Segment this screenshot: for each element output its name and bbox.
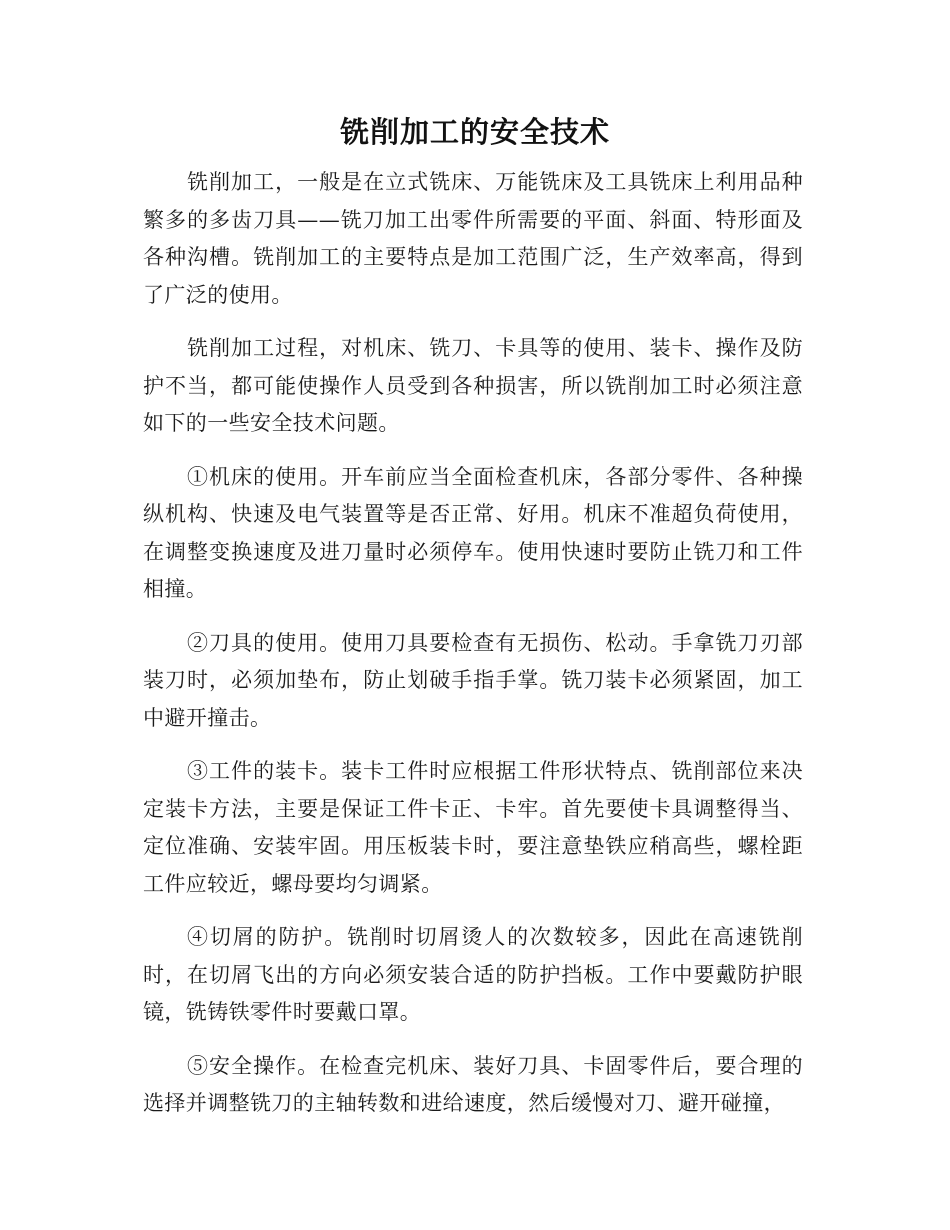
paragraph-overview: 铣削加工过程，对机床、铣刀、卡具等的使用、装卡、操作及防护不当，都可能使操作人员受到各种损害，所以铣削加工时必须注意如下的一些安全技术问题。 — [143, 336, 803, 435]
paragraph-tool-use: ②刀具的使用。使用刀具要检查有无损伤、松动。手拿铣刀刃部装刀时，必须加垫布，防止划破手指手掌。铣刀装卡必须紧固，加工中避开撞击。 — [143, 630, 803, 730]
paragraph-workpiece-clamping: ③工件的装卡。装卡工件时应根据工件形状特点、铣削部位来决定装卡方法，主要是保证工件卡正、卡牢。首先要使卡具调整得当、定位准确、安装牢固。用压板装卡时，要注意垫铁应稍高些，螺栓距工件应较近，螺母要均匀调紧。 — [143, 759, 803, 896]
document-title: 铣削加工的安全技术 — [339, 115, 610, 149]
document-body — [143, 164, 803, 1139]
paragraph-machine-use: ①机床的使用。开车前应当全面检查机床，各部分零件、各种操纵机构、快速及电气装置等是否正常、好用。机床不准超负荷使用，在调整变换速度及进刀量时必须停车。使用快速时要防止铣刀和工件相撞。 — [143, 464, 803, 601]
paragraph-intro: 铣削加工，一般是在立式铣床、万能铣床及工具铣床上利用品种繁多的多齿刀具——铣刀加工出零件所需要的平面、斜面、特形面及各种沟槽。铣削加工的主要特点是加工范围广泛，生产效率高，得到了广泛的使用。 — [143, 170, 803, 307]
paragraph-chip-protection: ④切屑的防护。铣削时切屑烫人的次数较多，因此在高速铣削时，在切屑飞出的方向必须安装合适的防护挡板。工作中要戴防护眼镜，铣铸铁零件时要戴口罩。 — [143, 925, 803, 1024]
paragraph-safe-operation: ⑤安全操作。在检查完机床、装好刀具、卡固零件后，要合理的选择并调整铣刀的主轴转数和进给速度，然后缓慢对刀、避开碰撞， — [143, 1053, 803, 1115]
